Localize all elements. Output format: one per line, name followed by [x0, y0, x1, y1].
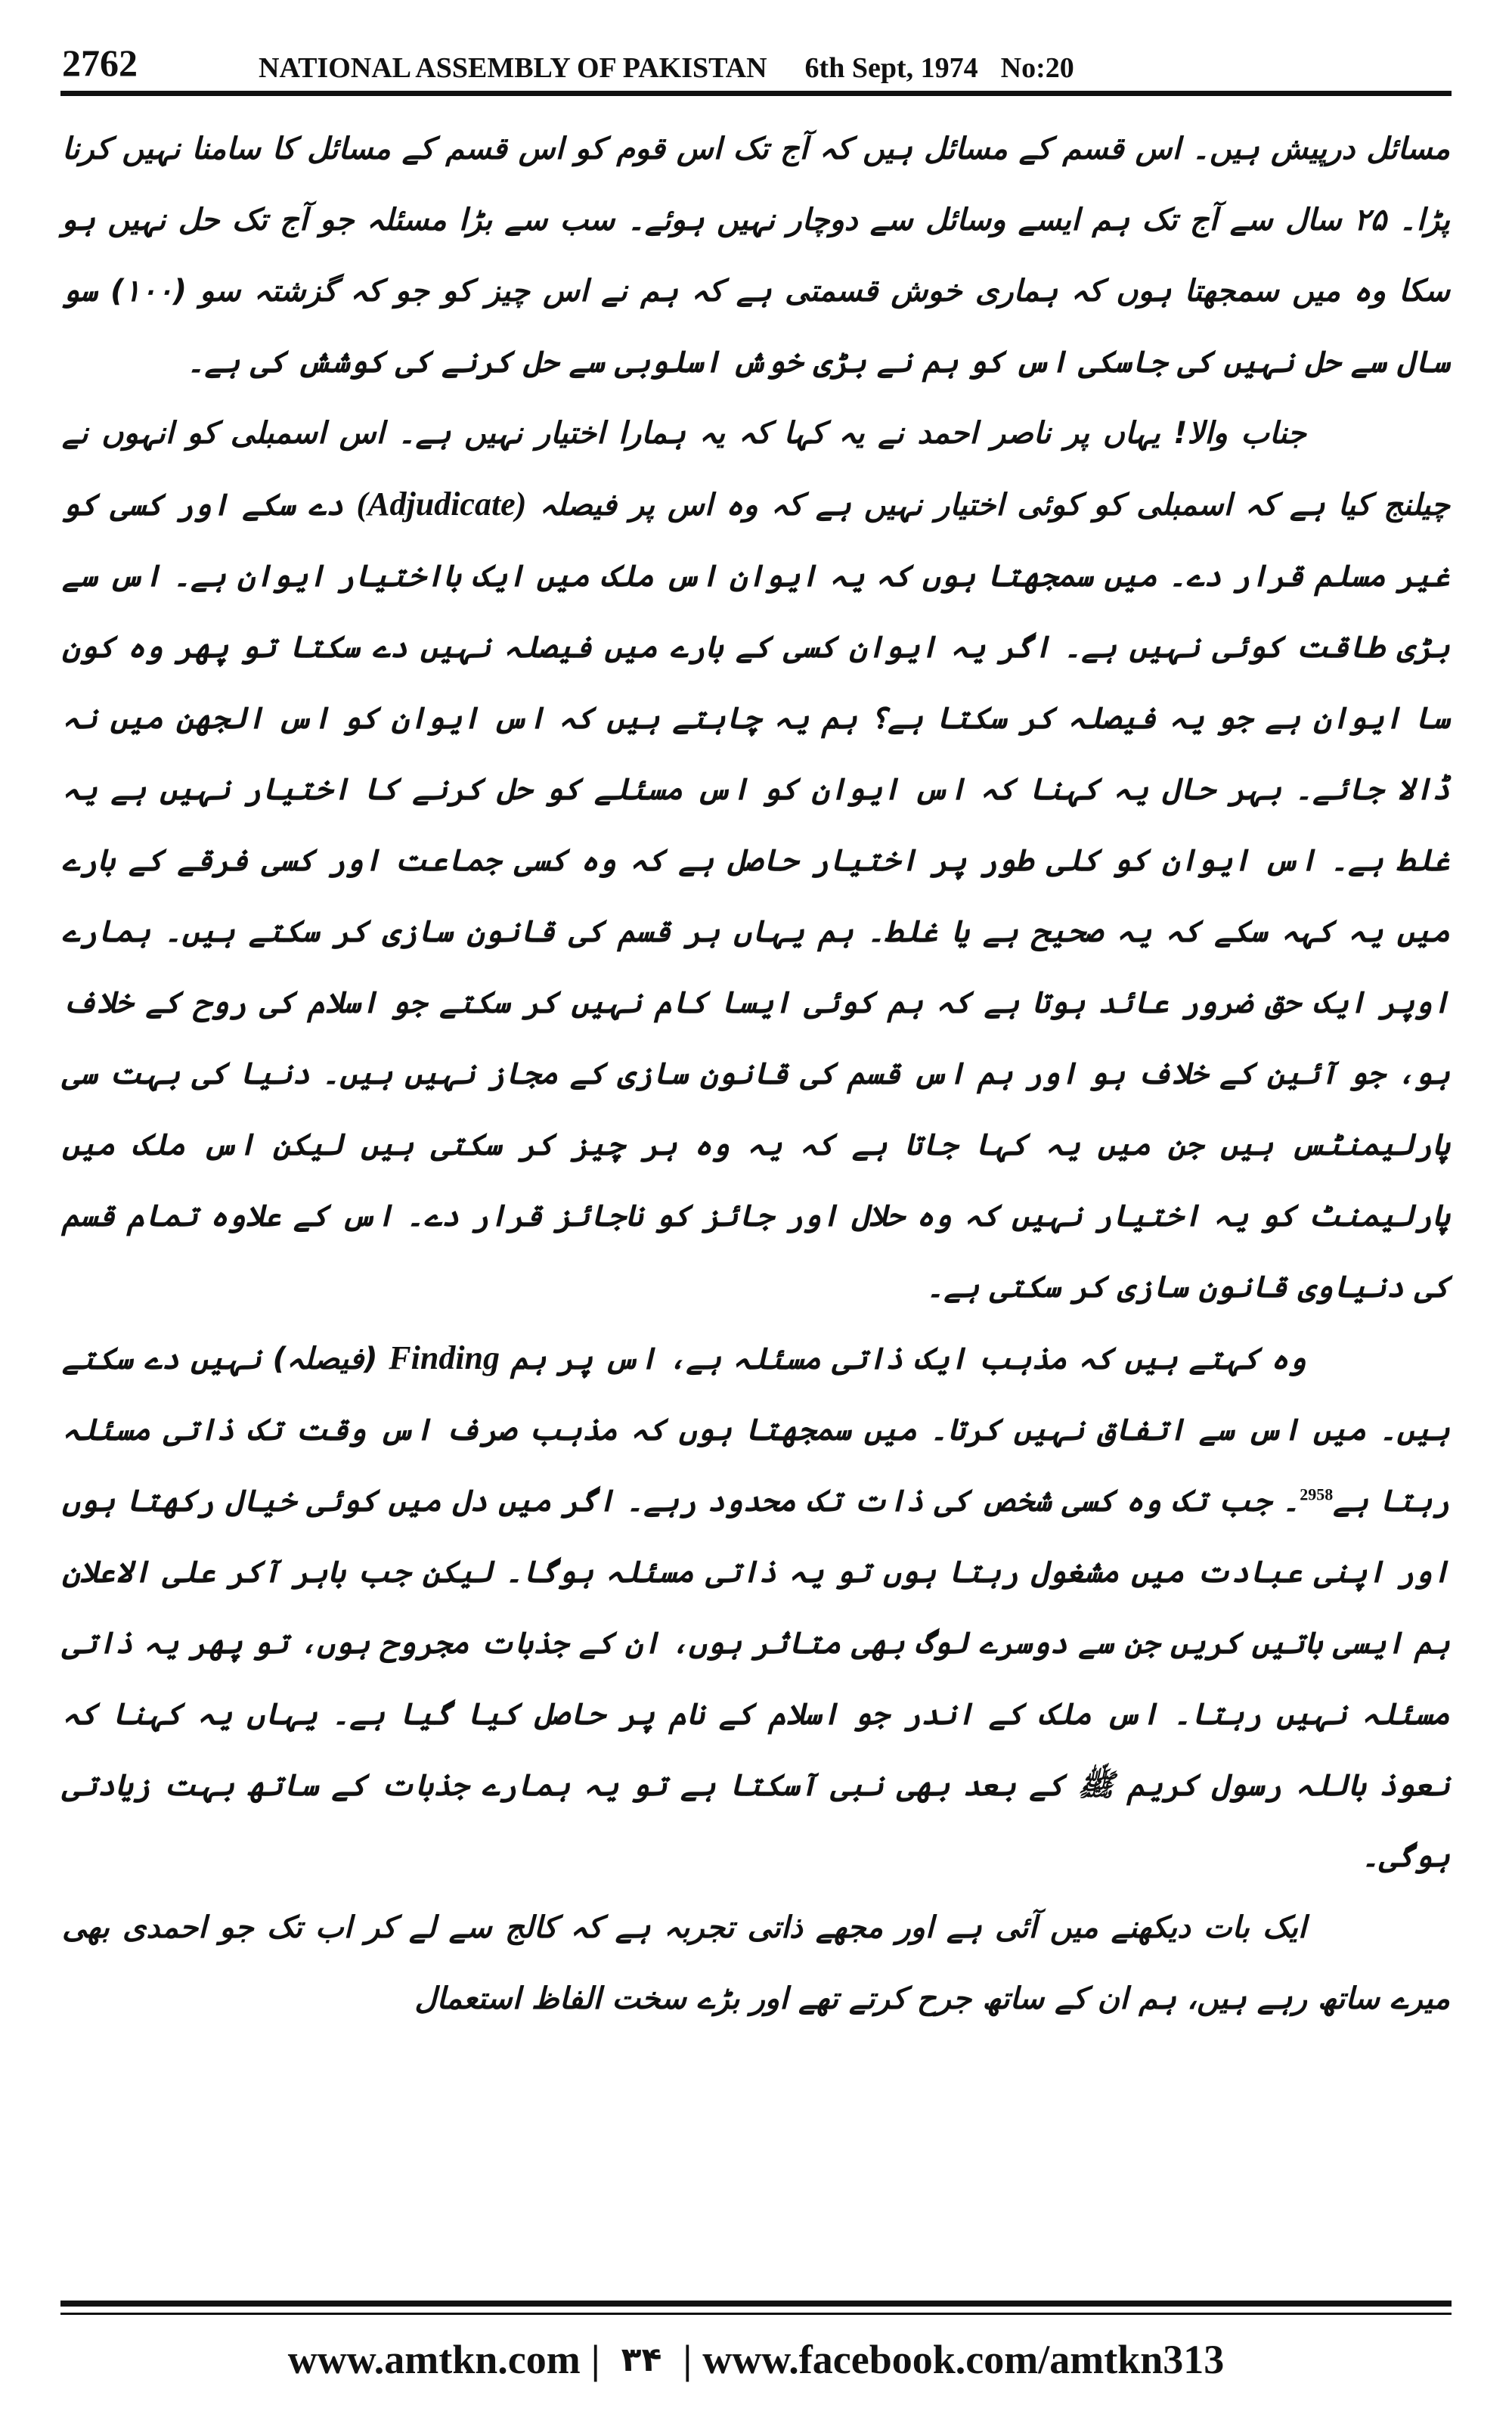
page-header [62, 32, 1453, 85]
footer-separator-right: | [683, 2337, 692, 2382]
paragraph-3-text-c: ۔ جب تک وہ کسی شخص کی ذات تک محدود رہے۔ اگر میں دل میں کوئی خیال رکھتا ہوں اور اپنی عبادت میں مشغول رہتا ہوں تو یہ ذاتی مسئلہ ہوگا۔ لیکن جب باہر آکر علی الاعلان ہم ایسی باتیں کریں جن سے دوسرے لوگ بھی متاثر ہوں، ان کے جذبات مجروح ہوں، تو پھر یہ ذاتی مسئلہ نہیں رہتا۔ اس ملک کے اندر جو اسلام کے نام پر حاصل کیا گیا ہے۔ یہاں یہ کہنا کہ نعوذ باللہ رسول کریم ﷺ کے بعد بھی نبی آسکتا ہے تو یہ ہمارے جذبات کے ساتھ بہت زیادتی ہوگی۔ [62, 1484, 1451, 1874]
paragraph-3-text-b: (فیصلہ) نہیں دے سکتے ہیں۔ میں اس سے اتفاق نہیں کرتا۔ میں سمجھتا ہوں کہ مذہب صرف اس وقت تک ذاتی مسئلہ رہتا ہے [62, 1342, 1450, 1519]
facebook-link[interactable]: www.facebook.com/amtkn313 [702, 2337, 1225, 2382]
paragraph-2-text-a: جناب والا! یہاں پر ناصر احمد نے یہ کہا کہ یہ ہمارا اختیار نہیں ہے۔ اس اسمبلی کو انہوں نے چیلنج کیا ہے کہ اسمبلی کو کوئی اختیار نہیں ہے کہ وہ اس پر فیصلہ [62, 416, 1451, 523]
session-date: 6th Sept, 1974 [804, 52, 978, 84]
paragraph-1: مسائل درپیش ہیں۔ اس قسم کے مسائل ہیں کہ آج تک اس قوم کو اس قسم کے مسائل کا سامنا نہیں کرنا پڑا۔ ۲۵ سال سے آج تک ہم ایسے وسائل سے دوچار نہیں ہوئے۔ سب سے بڑا مسئلہ جو آج تک حل نہیں ہو سکا وہ میں سمجھتا ہوں کہ ہماری خوش قسمتی ہے کہ ہم نے اس چیز کو جو کہ گزشتہ سو (۱۰۰) سو سال سے حل نہیں کی جاسکی اس کو ہم نے بڑی خوش اسلوبی سے حل کرنے کی کوشش کی ہے۔ [62, 132, 1450, 380]
assembly-title: NATIONAL ASSEMBLY OF PAKISTAN [259, 52, 767, 84]
footer-separator-left: | [590, 2337, 600, 2382]
issue-number: No:20 [1000, 52, 1074, 84]
footer-rule-thin [60, 2313, 1452, 2315]
english-term-adjudicate: (Adjudicate) [356, 486, 527, 523]
urdu-page-number: ۳۴ [621, 2340, 662, 2379]
page-footer [60, 2329, 1452, 2390]
header-rule [60, 91, 1452, 96]
paragraph-4: ایک بات دیکھنے میں آئی ہے اور مجھے ذاتی تجربہ ہے کہ کالج سے لے کر اب تک جو احمدی بھی میرے ساتھ رہے ہیں، ہم ان کے ساتھ جرح کرتے تھے اور بڑے سخت الفاظ استعمال [62, 1910, 1450, 2016]
paragraph-2-text-b: دے سکے اور کسی کو غیر مسلم قرار دے۔ میں سمجھتا ہوں کہ یہ ایوان اس ملک میں ایک بااختیار ایوان ہے۔ اس سے بڑی طاقت کوئی نہیں ہے۔ اگر یہ ایوان کسی کے بارے میں فیصلہ نہیں دے سکتا تو پھر وہ کون سا ایوان ہے جو یہ فیصلہ کر سکتا ہے؟ ہم یہ چاہتے ہیں کہ اس ایوان کو اس الجھن میں نہ ڈالا جائے۔ بہر حال یہ کہنا کہ اس ایوان کو اس مسئلے کو حل کرنے کا اختیار نہیں ہے یہ غلط ہے۔ اس ایوان کو کلی طور پر اختیار حاصل ہے کہ وہ کسی جماعت اور کسی فرقے کے بارے میں یہ کہہ سکے کہ یہ صحیح ہے یا غلط۔ ہم یہاں ہر قسم کی قانون سازی کر سکتے ہیں۔ ہمارے اوپر ایک حق ضرور عائد ہوتا ہے کہ ہم کوئی ایسا کام نہیں کر سکتے جو اسلام کی روح کے خلاف ہو، جو آئین کے خلاف ہو اور ہم اس قسم کی قانون سازی کے مجاز نہیں ہیں۔ دنیا کی بہت سی پارلیمنٹس ہیں جن میں یہ کہا جاتا ہے کہ یہ وہ ہر چیز کر سکتی ہیں لیکن اس ملک میں پارلیمنٹ کو یہ اختیار نہیں کہ وہ حلال اور جائز کو ناجائز قرار دے۔ اس کے علاوہ تمام قسم کی دنیاوی قانون سازی کر سکتی ہے۔ [62, 488, 1451, 1305]
paragraph-2 [62, 398, 1450, 1323]
page-number: 2762 [62, 42, 138, 84]
english-term-finding: Finding [389, 1339, 500, 1376]
paragraph-3-text-a: وہ کہتے ہیں کہ مذہب ایک ذاتی مسئلہ ہے، اس پر ہم [510, 1342, 1306, 1376]
website-link[interactable]: www.amtkn.com [287, 2337, 581, 2382]
paragraph-3 [62, 1323, 1450, 1892]
document-body [62, 113, 1450, 2288]
footer-rule-thick [60, 2301, 1452, 2307]
footnote-reference: 2958 [1300, 1485, 1334, 1504]
